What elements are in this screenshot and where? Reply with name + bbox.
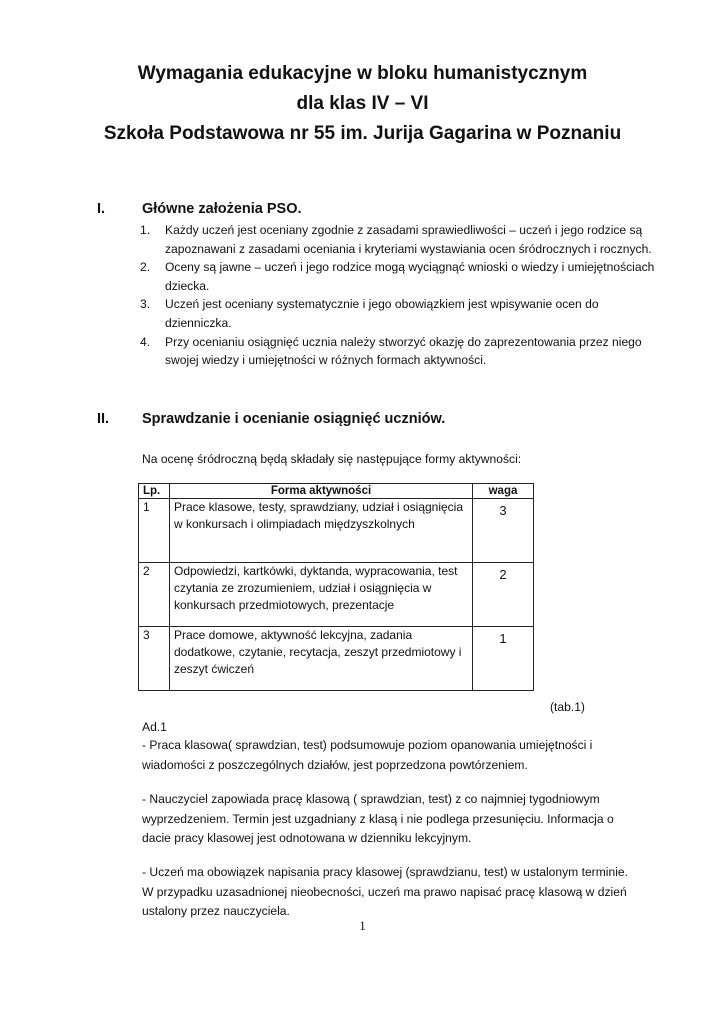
list-item (140, 333, 660, 370)
cell-lp: 2 (139, 563, 170, 627)
document-title-line-2: dla klas IV – VI (296, 93, 429, 114)
document-title-line-1: Wymagania edukacyjne w bloku humanistycznym (137, 63, 588, 84)
list-item-text: Przy ocenianiu osiągnięć ucznia należy stworzyć okazję do zaprezentowania przez niego swojej wiedzy i umiejętności w różnych formach aktywności. (165, 334, 642, 368)
section-1-number: I. (97, 201, 106, 217)
header-lp: Lp. (139, 484, 170, 499)
cell-lp: 3 (139, 627, 170, 691)
section-2-intro: Na ocenę śródroczną będą składały się następujące formy aktywności: (142, 452, 522, 466)
section-2-number: II. (97, 411, 110, 427)
table-caption: (tab.1) (550, 700, 585, 714)
cell-weight: 3 (473, 499, 534, 563)
table-row (139, 563, 534, 627)
table-row (139, 499, 534, 563)
paragraph: - Praca klasowa( sprawdzian, test) podsumowuje poziom opanowania umiejętności i wiadomości z poszczególnych działów, jest poprzedzona powtórzeniem. (142, 738, 593, 772)
cell-form: Prace domowe, aktywność lekcyjna, zadania dodatkowe, czytanie, recytacja, zeszyt przedmiotowy i zeszyt ćwiczeń (170, 627, 473, 691)
header-form: Forma aktywności (170, 484, 473, 499)
list-item-text: Każdy uczeń jest oceniany zgodnie z zasadami sprawiedliwości – uczeń i jego rodzice są zapoznawani z zasadami oceniania i kryteriami wystawiania ocen śródrocznych i rocznych. (165, 223, 652, 256)
document-title-line-3: Szkoła Podstawowa nr 55 im. Jurija Gagarina w Poznaniu (103, 123, 622, 144)
cell-form: Prace klasowe, testy, sprawdziany, udział i osiągnięcia w konkursach i olimpiadach międzyszkolnych (170, 499, 473, 563)
list-item-number: 2. (140, 260, 151, 275)
table-header-row (139, 484, 534, 499)
list-item (140, 258, 660, 295)
list-item (140, 295, 660, 332)
section-1-title: Główne założenia PSO. (142, 201, 302, 217)
list-item-text: Oceny są jawne – uczeń i jego rodzice mogą wyciągnąć wnioski o wiedzy i umiejętnościach dziecka. (165, 260, 655, 293)
list-item (140, 221, 660, 258)
paragraph: - Nauczyciel zapowiada pracę klasową ( sprawdzian, test) z co najmniej tygodniowym wyprzedzeniem. Termin jest uzgadniany z klasą i nie podlega przesunięciu. Informacja o dacie pracy klasowej jest odnotowana w dzienniku lekcyjnym. (142, 792, 614, 845)
list-item-number: 3. (140, 297, 151, 312)
list-item-number: 1. (140, 223, 151, 237)
list-item-text: Uczeń jest oceniany systematycznie i jego obowiązkiem jest wpisywanie ocen do dzienniczka. (165, 297, 599, 330)
section-1-list (140, 221, 660, 370)
page-number: 1 (359, 919, 366, 933)
paragraph: - Uczeń ma obowiązek napisania pracy klasowej (sprawdzianu, test) w ustalonym terminie. W przypadku uzasadnionej nieobecności, uczeń ma prawo napisać pracę klasową w dzień ustalony przez nauczyciela. (142, 865, 628, 918)
cell-weight: 1 (473, 627, 534, 691)
activity-weights-table (138, 483, 534, 691)
table-row (139, 627, 534, 691)
cell-lp: 1 (139, 499, 170, 563)
section-2-title: Sprawdzanie i ocenianie osiągnięć uczniów. (142, 411, 446, 427)
cell-form: Odpowiedzi, kartkówki, dyktanda, wypracowania, test czytania ze zrozumieniem, udział i osiągnięcia w konkursach przedmiotowych, prezentacje (170, 563, 473, 627)
ad-label: Ad.1 (142, 720, 167, 734)
cell-weight: 2 (473, 563, 534, 627)
header-weight: waga (473, 484, 534, 499)
list-item-number: 4. (140, 334, 151, 349)
